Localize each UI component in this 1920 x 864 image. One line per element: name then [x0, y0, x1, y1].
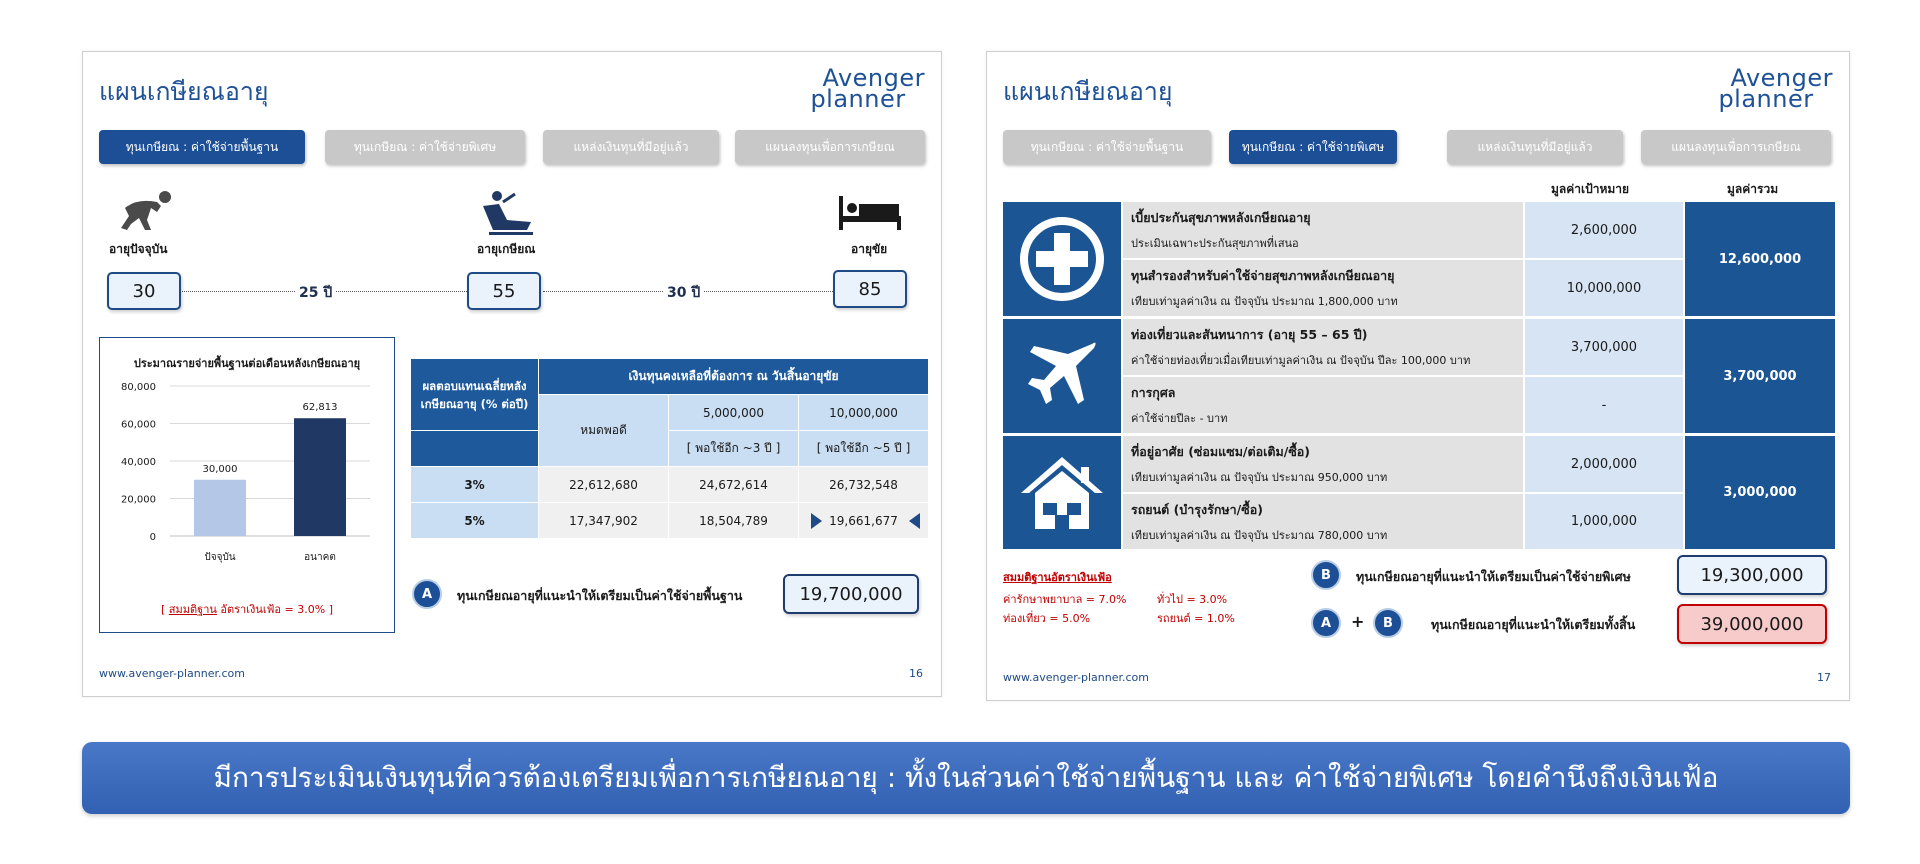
assumption-travel: ท่องเที่ยว = 5.0%	[1003, 612, 1091, 625]
total-value-assets: 3,000,000	[1685, 436, 1835, 549]
medical-plus-icon	[1018, 215, 1106, 303]
y-tick-label: 0	[149, 532, 156, 543]
life-expectancy-box: 85	[833, 270, 907, 308]
summary-total-text: ทุนเกษียณอายุที่แนะนำให้เตรียมทั้งสิ้น	[1431, 617, 1636, 632]
tab-existing-funds[interactable]: แหล่งเงินทุนที่มีอยู่แล้ว	[1447, 130, 1623, 164]
monthly-expense-chart	[99, 337, 395, 633]
summary-a-text: ทุนเกษียณอายุที่แนะนำให้เตรียมเป็นค่าใช้จ่ายพื้นฐาน	[457, 588, 743, 603]
bar	[194, 480, 246, 536]
total-value-travel: 3,700,000	[1685, 319, 1835, 433]
assumption-title: สมมติฐานอัตราเงินเฟ้อ	[1003, 571, 1112, 584]
col-target-header: มูลค่าเป้าหมาย	[1551, 182, 1630, 196]
bed-icon	[839, 196, 901, 230]
summary-b-text: ทุนเกษียณอายุที่แนะนำให้เตรียมเป็นค่าใช้จ่ายพิเศษ	[1356, 569, 1631, 584]
summary-b-value: 19,300,000	[1677, 555, 1827, 595]
list-item: รถยนต์ (บำรุงรักษา/ซื้อ) เทียบเท่ามูลค่าเงิน ณ ปัจจุบัน ประมาณ 780,000 บาท	[1123, 494, 1523, 549]
tab-investment-plan[interactable]: แผนลงทุนเพื่อการเกษียณ	[735, 130, 925, 164]
total-value-health: 12,600,000	[1685, 202, 1835, 316]
tab-basic-expenses[interactable]: ทุนเกษียณ : ค่าใช้จ่ายพื้นฐาน	[99, 130, 305, 164]
required-capital-table	[410, 358, 929, 539]
life-expectancy-label: อายุขัย	[851, 242, 888, 256]
summary-total-value: 39,000,000	[1677, 604, 1827, 644]
badge-a: A	[412, 579, 442, 609]
arrow-left-icon	[909, 513, 920, 529]
tab-existing-funds[interactable]: แหล่งเงินทุนที่มีอยู่แล้ว	[543, 130, 719, 164]
col-10m-header: 10,000,000	[799, 395, 929, 431]
tab-special-expenses[interactable]: ทุนเกษียณ : ค่าใช้จ่ายพิเศษ	[325, 130, 525, 164]
assumption-car: รถยนต์ = 1.0%	[1157, 612, 1235, 625]
summary-a-value: 19,700,000	[783, 574, 919, 614]
chart-plot	[100, 374, 394, 574]
target-value: 1,000,000	[1525, 494, 1683, 549]
arrow-right-icon	[811, 513, 822, 529]
y-tick-label: 20,000	[121, 494, 156, 506]
col-5m-subheader: [ พอใช้อีก ~3 ปี ]	[669, 431, 799, 467]
gap-years-2: 30 ปี	[663, 282, 704, 304]
list-item: เบี้ยประกันสุขภาพหลังเกษียณอายุ ประเมินเฉพาะประกันสุขภาพที่เสนอ	[1123, 202, 1523, 258]
target-value: 2,600,000	[1525, 202, 1683, 258]
target-value: 10,000,000	[1525, 260, 1683, 316]
list-item: ท่องเที่ยวและสันทนาการ (อายุ 55 – 65 ปี) ค่าใช้จ่ายท่องเที่ยวเมื่อเทียบเท่ามูลค่าเงิน ณ ปัจจุบัน ปีละ 100,000 บาท	[1123, 319, 1523, 375]
plus-sign: +	[1351, 612, 1365, 631]
col-zero-header: หมดพอดี	[539, 395, 669, 467]
slide-title: แผนเกษียณอายุ	[1003, 77, 1173, 106]
table-corner-header: ผลตอบแทนเฉลี่ยหลังเกษียณอายุ (% ต่อปี)	[411, 359, 539, 431]
assumption-general: ทั่วไป = 3.0%	[1157, 593, 1228, 606]
logo: Avenger planner	[1718, 64, 1833, 113]
badge-b: B	[1311, 560, 1341, 590]
housing-row-icon-cell	[1003, 436, 1121, 549]
y-tick-label: 80,000	[121, 382, 156, 393]
bar	[294, 418, 346, 536]
x-tick-label: อนาคต	[304, 552, 336, 563]
airplane-icon	[1024, 338, 1100, 414]
badge-a: A	[1311, 608, 1341, 638]
col-5m-header: 5,000,000	[669, 395, 799, 431]
tab-investment-plan[interactable]: แผนลงทุนเพื่อการเกษียณ	[1641, 130, 1831, 164]
assumption-medical: ค่ารักษาพยาบาล = 7.0%	[1003, 593, 1127, 606]
y-tick-label: 40,000	[121, 457, 156, 468]
target-value: -	[1525, 377, 1683, 433]
target-value: 3,700,000	[1525, 319, 1683, 375]
retire-age-label: อายุเกษียณ	[477, 242, 536, 256]
col-total-header: มูลค่ารวม	[1727, 182, 1779, 196]
tab-basic-expenses[interactable]: ทุนเกษียณ : ค่าใช้จ่ายพื้นฐาน	[1003, 130, 1211, 164]
list-item: ที่อยู่อาศัย (ซ่อมแซม/ต่อเติม/ซื้อ) เทียบเท่ามูลค่าเงิน ณ ปัจจุบัน ประมาณ 950,000 บาท	[1123, 436, 1523, 492]
footer-url[interactable]: www.avenger-planner.com	[1003, 671, 1149, 684]
gap-years-1: 25 ปี	[295, 282, 336, 304]
reclining-person-icon	[479, 190, 537, 236]
chart-assumption-note: [ สมมติฐาน อัตราเงินเฟ้อ = 3.0% ]	[160, 603, 333, 616]
list-item: ทุนสำรองสำหรับค่าใช้จ่ายสุขภาพหลังเกษียณอายุ เทียบเท่ามูลค่าเงิน ณ ปัจจุบัน ประมาณ 1,800,000 บาท	[1123, 260, 1523, 316]
table-group-header: เงินทุนคงเหลือที่ต้องการ ณ วันสิ้นอายุขัย	[539, 359, 929, 395]
slide-special-expenses	[986, 51, 1850, 701]
summary-banner: มีการประเมินเงินทุนที่ควรต้องเตรียมเพื่อการเกษียณอายุ : ทั้งในส่วนค่าใช้จ่ายพื้นฐาน และ ค่าใช้จ่ายพิเศษ โดยคำนึงถึงเงินเฟ้อ	[82, 742, 1850, 814]
current-age-box: 30	[107, 272, 181, 310]
target-value: 2,000,000	[1525, 436, 1683, 492]
badge-b: B	[1373, 608, 1403, 638]
y-tick-label: 60,000	[121, 419, 156, 431]
bar-value-label: 62,813	[302, 402, 338, 414]
highlighted-cell: 19,661,677	[799, 503, 929, 539]
chart-title: ประมาณรายจ่ายพื้นฐานต่อเดือนหลังเกษียณอายุ	[133, 357, 361, 370]
logo: Avenger planner	[810, 64, 925, 113]
health-row-icon-cell	[1003, 202, 1121, 316]
travel-row-icon-cell	[1003, 319, 1121, 433]
house-icon	[1017, 453, 1107, 533]
page-number: 17	[1817, 671, 1831, 684]
x-tick-label: ปัจจุบัน	[204, 552, 236, 563]
list-item: การกุศล ค่าใช้จ่ายปีละ - บาท	[1123, 377, 1523, 433]
tab-special-expenses[interactable]: ทุนเกษียณ : ค่าใช้จ่ายพิเศษ	[1229, 130, 1397, 164]
retire-age-box: 55	[467, 272, 541, 310]
col-10m-subheader: [ พอใช้อีก ~5 ปี ]	[799, 431, 929, 467]
current-age-label: อายุปัจจุบัน	[109, 242, 168, 256]
bar-value-label: 30,000	[202, 463, 238, 475]
table-row: 3% 22,612,680 24,672,614 26,732,548	[411, 467, 929, 503]
slide-title: แผนเกษียณอายุ	[99, 77, 269, 106]
page-number: 16	[909, 667, 923, 680]
footer-url[interactable]: www.avenger-planner.com	[99, 667, 245, 680]
slide-basic-expenses	[82, 51, 942, 697]
table-row: 5% 17,347,902 18,504,789 19,661,677	[411, 503, 929, 539]
elderly-person-icon	[117, 190, 173, 232]
